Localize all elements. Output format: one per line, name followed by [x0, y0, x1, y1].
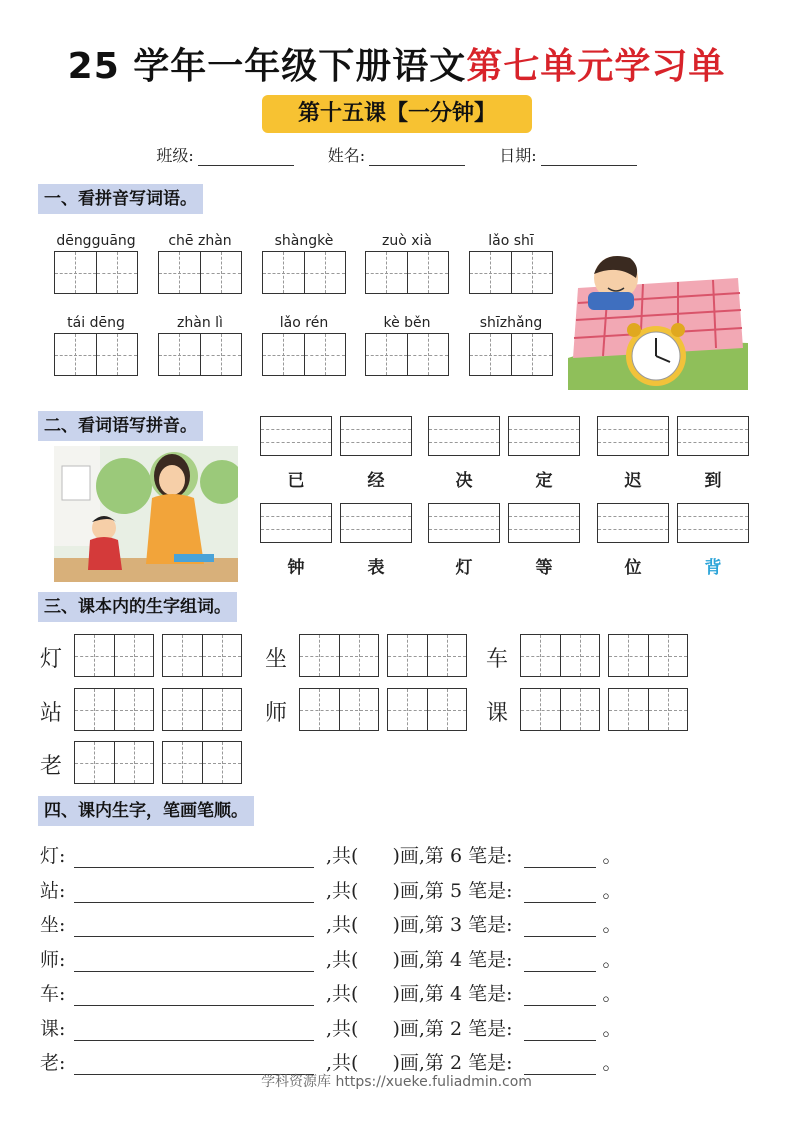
- character-writing-box[interactable]: [54, 333, 138, 376]
- word-label: 钟: [287, 558, 305, 578]
- word-writing-box[interactable]: [387, 634, 467, 677]
- tianzige-cell[interactable]: [300, 635, 340, 676]
- section4-heading: 四、课内生字，笔画笔顺。: [38, 796, 254, 826]
- section3-heading: 三、课本内的生字组词。: [38, 592, 237, 622]
- word-label: 经: [367, 471, 385, 491]
- tianzige-cell[interactable]: [115, 635, 154, 676]
- character-writing-box[interactable]: [469, 333, 553, 376]
- pinyin-writing-box[interactable]: [597, 503, 669, 543]
- word-writing-box[interactable]: [162, 634, 242, 677]
- pinyin-item: [365, 231, 449, 294]
- word-writing-box[interactable]: [299, 688, 379, 731]
- word-writing-box[interactable]: [387, 688, 467, 731]
- stroke-question: )画,第 3 笔是:: [392, 914, 513, 936]
- stroke-question: )画,第 5 笔是:: [392, 879, 513, 902]
- stroke-row: [40, 1011, 740, 1041]
- tianzige-cell[interactable]: [561, 635, 600, 676]
- tianzige-cell[interactable]: [300, 689, 340, 730]
- pinyin-writing-box[interactable]: [508, 503, 580, 543]
- pinyin-label: dēngguāng: [56, 233, 136, 249]
- target-character: 课: [485, 701, 508, 726]
- character-writing-box[interactable]: [365, 251, 449, 294]
- stroke-row: [40, 942, 740, 972]
- class-field[interactable]: [156, 143, 293, 166]
- tianzige-cell[interactable]: [201, 334, 242, 375]
- tianzige-cell[interactable]: [163, 635, 203, 676]
- stroke-row: [40, 907, 740, 937]
- stroke-question: )画,第 6 笔是:: [392, 845, 513, 867]
- tianzige-cell[interactable]: [305, 252, 346, 293]
- pinyin-item: [158, 231, 242, 294]
- tianzige-cell[interactable]: [163, 689, 203, 730]
- period: 。: [602, 983, 622, 1005]
- stroke-question: )画,第 2 笔是:: [392, 1017, 513, 1040]
- period: 。: [602, 1052, 622, 1074]
- pinyin-item: [262, 313, 346, 376]
- section1-heading: 一、看拼音写词语。: [38, 184, 203, 214]
- tianzige-cell[interactable]: [470, 334, 512, 375]
- stroke-char: 老:: [40, 1052, 66, 1074]
- character-writing-box[interactable]: [365, 333, 449, 376]
- student-info: [0, 143, 793, 166]
- word-label: 表: [367, 558, 385, 578]
- tianzige-cell[interactable]: [512, 252, 553, 293]
- pinyin-label: chē zhàn: [168, 233, 232, 249]
- title-part1: 25 学年一年级下册语文: [67, 46, 467, 87]
- date-label: 日期:: [499, 146, 537, 165]
- word-label: 等: [535, 558, 553, 578]
- period: 。: [602, 948, 622, 971]
- title-part2: 第七单元学习单: [466, 46, 726, 87]
- word-label: 已: [287, 471, 305, 491]
- tianzige-cell[interactable]: [159, 334, 201, 375]
- tianzige-cell[interactable]: [203, 689, 242, 730]
- word-writing-box[interactable]: [608, 688, 688, 731]
- pinyin-label: zuò xià: [382, 233, 432, 249]
- word-writing-box[interactable]: [608, 634, 688, 677]
- word-label: 到: [704, 471, 722, 491]
- tianzige-cell[interactable]: [159, 252, 201, 293]
- stroke-answer-blank[interactable]: [524, 948, 596, 972]
- target-character: 坐: [264, 647, 287, 672]
- sleeping-boy-illustration: [568, 248, 748, 390]
- period: 。: [602, 845, 622, 867]
- word-writing-box[interactable]: [74, 634, 154, 677]
- pinyin-writing-box[interactable]: [677, 416, 749, 456]
- tianzige-cell[interactable]: [55, 252, 97, 293]
- word-writing-box[interactable]: [520, 634, 600, 677]
- word-label: 灯: [455, 558, 473, 578]
- pinyin-label: kè běn: [383, 315, 431, 331]
- stroke-answer-blank[interactable]: [524, 879, 596, 903]
- character-writing-box[interactable]: [158, 251, 242, 294]
- word-writing-box[interactable]: [162, 741, 242, 784]
- tianzige-cell[interactable]: [428, 635, 467, 676]
- stroke-count-prefix: ,共(: [326, 1017, 359, 1040]
- stroke-count-prefix: ,共(: [326, 1052, 359, 1074]
- stroke-row: [40, 838, 740, 868]
- word-writing-box[interactable]: [162, 688, 242, 731]
- word-writing-box[interactable]: [74, 741, 154, 784]
- stroke-order-blank[interactable]: [74, 913, 314, 937]
- tianzige-cell[interactable]: [115, 689, 154, 730]
- tianzige-cell[interactable]: [55, 334, 97, 375]
- stroke-char: 坐:: [40, 914, 66, 936]
- stroke-answer-blank[interactable]: [524, 1017, 596, 1041]
- tianzige-cell[interactable]: [521, 689, 561, 730]
- tianzige-cell[interactable]: [408, 252, 449, 293]
- pinyin-label: lǎo shī: [488, 233, 534, 249]
- tianzige-cell[interactable]: [340, 689, 379, 730]
- date-field[interactable]: [499, 143, 636, 166]
- tianzige-cell[interactable]: [408, 334, 449, 375]
- tianzige-cell[interactable]: [203, 742, 242, 783]
- stroke-count-prefix: ,共(: [326, 914, 359, 936]
- stroke-question: )画,第 4 笔是:: [392, 983, 513, 1005]
- stroke-order-blank[interactable]: [74, 982, 314, 1006]
- stroke-order-blank[interactable]: [74, 1017, 314, 1041]
- name-label: 姓名:: [327, 146, 366, 165]
- word-label: 决: [455, 471, 473, 491]
- pinyin-item: [365, 313, 449, 376]
- stroke-question: )画,第 4 笔是:: [392, 948, 513, 971]
- pinyin-label: shīzhǎng: [479, 315, 543, 331]
- target-character: 站: [39, 701, 62, 726]
- character-writing-box[interactable]: [54, 251, 138, 294]
- page-title: [0, 38, 793, 89]
- stroke-char: 灯:: [40, 845, 66, 867]
- stroke-order-blank[interactable]: [74, 844, 314, 868]
- pinyin-writing-box[interactable]: [260, 503, 332, 543]
- target-character: 车: [485, 647, 508, 672]
- word-label: 背: [704, 558, 722, 578]
- word-writing-box[interactable]: [74, 688, 154, 731]
- stroke-char: 课:: [40, 1017, 66, 1040]
- stroke-count-prefix: ,共(: [326, 845, 359, 867]
- target-character: 老: [39, 754, 62, 779]
- pinyin-item: [262, 231, 346, 294]
- pinyin-label: shàngkè: [274, 233, 334, 249]
- word-label: 定: [535, 471, 553, 491]
- tianzige-cell[interactable]: [115, 742, 154, 783]
- tianzige-cell[interactable]: [561, 689, 600, 730]
- tianzige-cell[interactable]: [263, 334, 305, 375]
- stroke-row: [40, 873, 740, 903]
- tianzige-cell[interactable]: [366, 252, 408, 293]
- stroke-char: 师:: [40, 948, 66, 971]
- stroke-row: [40, 976, 740, 1006]
- tianzige-cell[interactable]: [366, 334, 408, 375]
- character-writing-box[interactable]: [158, 333, 242, 376]
- stroke-count-prefix: ,共(: [326, 983, 359, 1005]
- footer-watermark: 学科资源库 https://xueke.fuliadmin.com: [261, 1074, 532, 1090]
- period: 。: [602, 914, 622, 936]
- tianzige-cell[interactable]: [521, 635, 561, 676]
- stroke-answer-blank[interactable]: [524, 982, 596, 1006]
- tianzige-cell[interactable]: [470, 252, 512, 293]
- period: 。: [602, 1017, 622, 1040]
- lesson-badge: 第十五课【一分钟】: [262, 95, 532, 133]
- word-writing-box[interactable]: [520, 688, 600, 731]
- stroke-answer-blank[interactable]: [524, 844, 596, 868]
- word-label: 位: [624, 558, 642, 578]
- stroke-order-blank[interactable]: [74, 948, 314, 972]
- pinyin-item: [54, 313, 138, 376]
- pinyin-item: [54, 231, 138, 294]
- tianzige-cell[interactable]: [388, 689, 428, 730]
- pinyin-writing-box[interactable]: [428, 503, 500, 543]
- pinyin-writing-box[interactable]: [340, 416, 412, 456]
- pinyin-item: [469, 231, 553, 294]
- name-field[interactable]: [328, 143, 465, 166]
- pinyin-writing-box[interactable]: [597, 416, 669, 456]
- target-character: 灯: [39, 647, 62, 672]
- class-label: 班级:: [156, 146, 194, 165]
- stroke-answer-blank[interactable]: [524, 913, 596, 937]
- tianzige-cell[interactable]: [340, 635, 379, 676]
- stroke-count-prefix: ,共(: [326, 879, 359, 902]
- character-writing-box[interactable]: [262, 251, 346, 294]
- tianzige-cell[interactable]: [305, 334, 346, 375]
- tianzige-cell[interactable]: [203, 635, 242, 676]
- tianzige-cell[interactable]: [388, 635, 428, 676]
- pinyin-writing-box[interactable]: [260, 416, 332, 456]
- character-writing-box[interactable]: [469, 251, 553, 294]
- pinyin-writing-box[interactable]: [677, 503, 749, 543]
- period: 。: [602, 879, 622, 902]
- pinyin-item: [158, 313, 242, 376]
- date-blank[interactable]: [541, 148, 637, 166]
- tianzige-cell[interactable]: [649, 635, 688, 676]
- pinyin-item: [469, 313, 553, 376]
- word-writing-box[interactable]: [299, 634, 379, 677]
- name-blank[interactable]: [369, 148, 465, 166]
- stroke-question: )画,第 2 笔是:: [392, 1052, 513, 1074]
- stroke-char: 站:: [40, 879, 66, 902]
- tianzige-cell[interactable]: [512, 334, 553, 375]
- tianzige-cell[interactable]: [201, 252, 242, 293]
- pinyin-label: zhàn lì: [177, 315, 223, 331]
- target-character: 师: [264, 701, 287, 726]
- stroke-order-blank[interactable]: [74, 879, 314, 903]
- teacher-student-illustration: [54, 446, 238, 582]
- tianzige-cell[interactable]: [263, 252, 305, 293]
- section2-heading: 二、看词语写拼音。: [38, 411, 203, 441]
- pinyin-writing-box[interactable]: [340, 503, 412, 543]
- class-blank[interactable]: [198, 148, 294, 166]
- tianzige-cell[interactable]: [609, 635, 649, 676]
- tianzige-cell[interactable]: [428, 689, 467, 730]
- tianzige-cell[interactable]: [75, 689, 115, 730]
- tianzige-cell[interactable]: [609, 689, 649, 730]
- pinyin-writing-box[interactable]: [428, 416, 500, 456]
- tianzige-cell[interactable]: [97, 334, 138, 375]
- word-label: 迟: [624, 471, 642, 491]
- tianzige-cell[interactable]: [163, 742, 203, 783]
- stroke-count-prefix: ,共(: [326, 948, 359, 971]
- tianzige-cell[interactable]: [97, 252, 138, 293]
- tianzige-cell[interactable]: [649, 689, 688, 730]
- tianzige-cell[interactable]: [75, 635, 115, 676]
- pinyin-label: tái dēng: [67, 315, 125, 331]
- tianzige-cell[interactable]: [75, 742, 115, 783]
- pinyin-label: lǎo rén: [279, 315, 329, 331]
- pinyin-writing-box[interactable]: [508, 416, 580, 456]
- stroke-char: 车:: [40, 983, 66, 1005]
- character-writing-box[interactable]: [262, 333, 346, 376]
